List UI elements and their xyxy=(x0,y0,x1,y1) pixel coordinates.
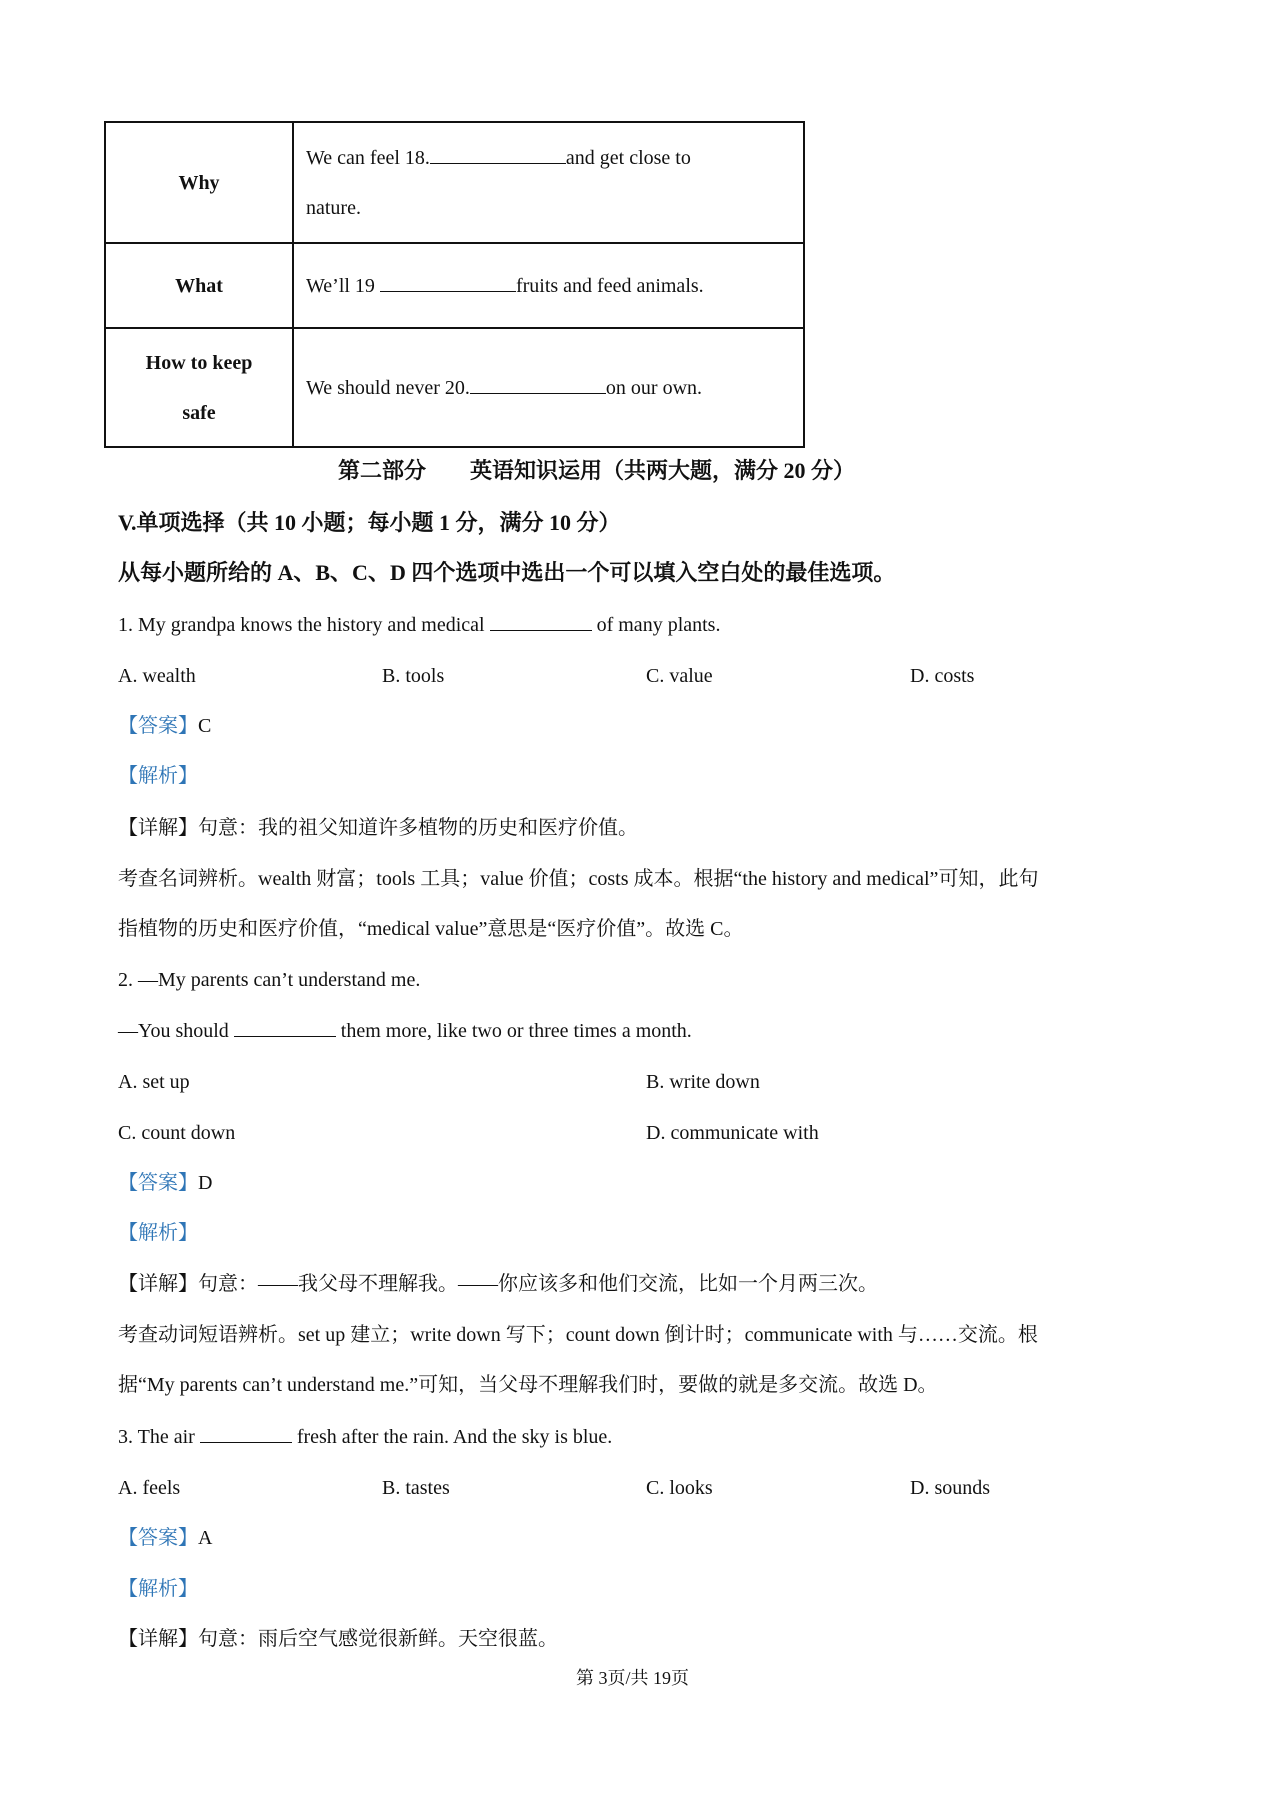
text: fruits and feed animals. xyxy=(515,274,704,297)
option: A. feels xyxy=(118,1477,181,1499)
text: How to keep xyxy=(145,351,253,374)
option: B. tools xyxy=(382,665,445,687)
answer-blank xyxy=(470,375,606,394)
answer-line xyxy=(118,713,211,739)
option: D. sounds xyxy=(910,1477,991,1499)
section-title: V.单项选择（共 10 小题；每小题 1 分，满分 10 分） xyxy=(118,510,621,535)
instruction: 从每小题所给的 A、B、C、D 四个选项中选出一个可以填入空白处的最佳选项。 xyxy=(118,560,896,585)
option: A. wealth xyxy=(118,665,196,687)
explanation: 据“My parents can’t understand me.”可知，当父母不理解我们时，要做的就是多交流。故选 D。 xyxy=(118,1374,938,1396)
answer: C xyxy=(198,715,212,737)
text: 3. The air xyxy=(118,1426,195,1448)
answer-blank xyxy=(490,612,592,631)
page-footer: 第 3页/共 19页 xyxy=(576,1668,690,1688)
question-stem xyxy=(118,1424,612,1450)
text: of many plants. xyxy=(596,614,721,636)
text: them more, like two or three times a month. xyxy=(340,1020,692,1042)
question-stem xyxy=(118,612,720,638)
row-key xyxy=(105,328,293,447)
explanation: 指植物的历史和医疗价值，“medical value”意思是“医疗价值”。故选 C。 xyxy=(118,918,744,940)
answer-blank xyxy=(200,1424,292,1443)
row-key: Why xyxy=(105,122,293,243)
question-stem xyxy=(118,1018,692,1044)
analysis-label: 【解析】 xyxy=(118,1222,198,1244)
explanation: 考查动词短语辨析。set up 建立；write down 写下；count down 倒计时；communicate with 与……交流。根 xyxy=(118,1324,1038,1346)
table-row xyxy=(105,243,804,328)
option: B. tastes xyxy=(382,1477,450,1499)
option: D. communicate with xyxy=(646,1122,819,1144)
analysis-label: 【解析】 xyxy=(118,765,198,787)
answer-label: 【答案】 xyxy=(118,1527,198,1549)
answer-blank xyxy=(380,273,516,292)
answer: A xyxy=(198,1527,213,1549)
text: fresh after the rain. And the sky is blue. xyxy=(296,1426,613,1448)
info-table xyxy=(104,121,805,448)
text: 1. My grandpa knows the history and medical xyxy=(118,614,485,636)
part-heading: 第二部分 英语知识运用（共两大题，满分 20 分） xyxy=(338,458,856,483)
text: We’ll 19 xyxy=(306,274,375,297)
text: We should never 20. xyxy=(306,376,470,399)
answer-label: 【答案】 xyxy=(118,715,198,737)
table-row xyxy=(105,122,804,243)
answer-line xyxy=(118,1170,212,1196)
option: B. write down xyxy=(646,1071,760,1093)
answer-blank xyxy=(430,145,566,164)
text: and get close to xyxy=(565,146,691,169)
option: C. count down xyxy=(118,1122,236,1144)
analysis-label: 【解析】 xyxy=(118,1578,198,1600)
detail: 【详解】句意：——我父母不理解我。——你应该多和他们交流，比如一个月两三次。 xyxy=(118,1273,878,1295)
row-key: What xyxy=(105,243,293,328)
option: C. looks xyxy=(646,1477,713,1499)
option: A. set up xyxy=(118,1071,190,1093)
explanation: 考查名词辨析。wealth 财富；tools 工具；value 价值；costs 成本。根据“the history and medical”可知，此句 xyxy=(118,868,1039,890)
text: We can feel 18. xyxy=(306,146,430,169)
row-value xyxy=(293,328,804,447)
text: nature. xyxy=(306,196,361,219)
table-row xyxy=(105,328,804,447)
answer-line xyxy=(118,1525,212,1551)
option: C. value xyxy=(646,665,713,687)
text: safe xyxy=(182,401,216,424)
detail: 【详解】句意：我的祖父知道许多植物的历史和医疗价值。 xyxy=(118,817,638,839)
row-value xyxy=(293,243,804,328)
text: on our own. xyxy=(605,376,703,399)
answer-blank xyxy=(234,1018,336,1037)
question-stem: 2. —My parents can’t understand me. xyxy=(118,969,421,991)
detail: 【详解】句意：雨后空气感觉很新鲜。天空很蓝。 xyxy=(118,1628,558,1650)
row-value xyxy=(293,122,804,243)
option: D. costs xyxy=(910,665,975,687)
answer: D xyxy=(198,1172,213,1194)
answer-label: 【答案】 xyxy=(118,1172,198,1194)
text: —You should xyxy=(118,1020,229,1042)
